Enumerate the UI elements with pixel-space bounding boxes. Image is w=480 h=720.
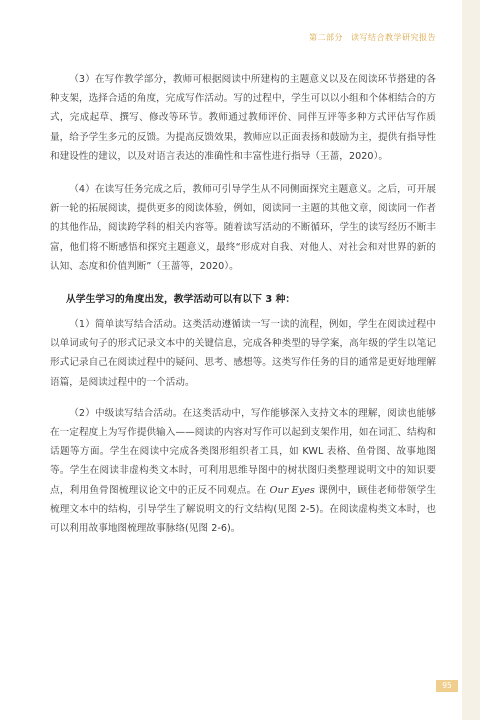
paragraph-step-3: （3）在写作教学部分，教师可根据阅读中所建构的主题意义以及在阅读环节搭建的各种支架，选择合适的角度，完成写作活动。写的过程中，学生可以以小组和个体相结合的方式，完成起草、撰写、修改等环节。教师通过教师评价、同伴互评等多种方式评估写作质量，给予学生多元的反馈。为提高反馈效果，教师应以正面表扬和鼓励为主，提供有指导性和建设性的建议，以及对语言表达的准确性和丰富性进行指导（王蔷，2020）。 (50, 74, 436, 162)
activity-2-text-after: 课例中，顾佳老师带领学生梳理文本中的结构，引导学生了解说明文的行文结构(见图 2-5)。在阅读虚构类文本时，也可以利用故事地图梳理故事脉络(见图 2-6)。 (50, 484, 436, 535)
paragraph-activity-2 (50, 404, 436, 538)
header-title: 读写结合教学研究报告 (351, 33, 436, 42)
page-body (50, 70, 436, 552)
section-heading: 从学生学习的角度出发，教学活动可以有以下 3 种： (66, 294, 296, 306)
paragraph-step-4: （4）在读写任务完成之后，教师可引导学生从不同侧面探究主题意义。之后，可开展新一轮的拓展阅读，提供更多的阅读体验，例如，阅读同一主题的其他文章，阅读同一作者的其他作品，阅读跨学科的相关内容等。随着读写活动的不断循环，学生的读写经历不断丰富，他们将不断感悟和探究主题意义，最终“形成对自我、对他人、对社会和对世界的新的认知、态度和价值判断”（王蔷等，2020）。 (50, 184, 436, 272)
running-header (309, 32, 436, 43)
header-part-label: 第二部分 (309, 33, 343, 42)
page-number-badge: 95 (436, 680, 458, 692)
activity-2-text-before: （2）中级读写结合活动。在这类活动中，写作能够深入支持文本的理解，阅读也能够在一定程度上为写作提供输入——阅读的内容对写作可以起到支架作用，如在词汇、结构和话题等方面。学生在阅读中完成各类图形组织者工具，如 KWL 表格、鱼骨图、故事地图等。学生在阅读非虚构类文本时，可利用思维导图中的树状图归类整理说明文中的知识要点，利用鱼骨图梳理议论文中的正反不同观点。在 (50, 407, 436, 496)
side-decoration-strip (462, 0, 480, 720)
activity-2-lesson-title: Our Eyes (269, 484, 315, 496)
paragraph-activity-1: （1）简单读写结合活动。这类活动遵循读一写一读的流程，例如，学生在阅读过程中以单词或句子的形式记录文本中的关键信息，完成各种类型的导学案，高年级的学生以笔记形式记录自己在阅读过程中的疑问、思考、感想等。这类写作任务的目的通常是更好地理解语篇，是阅读过程中的一个活动。 (50, 319, 436, 388)
